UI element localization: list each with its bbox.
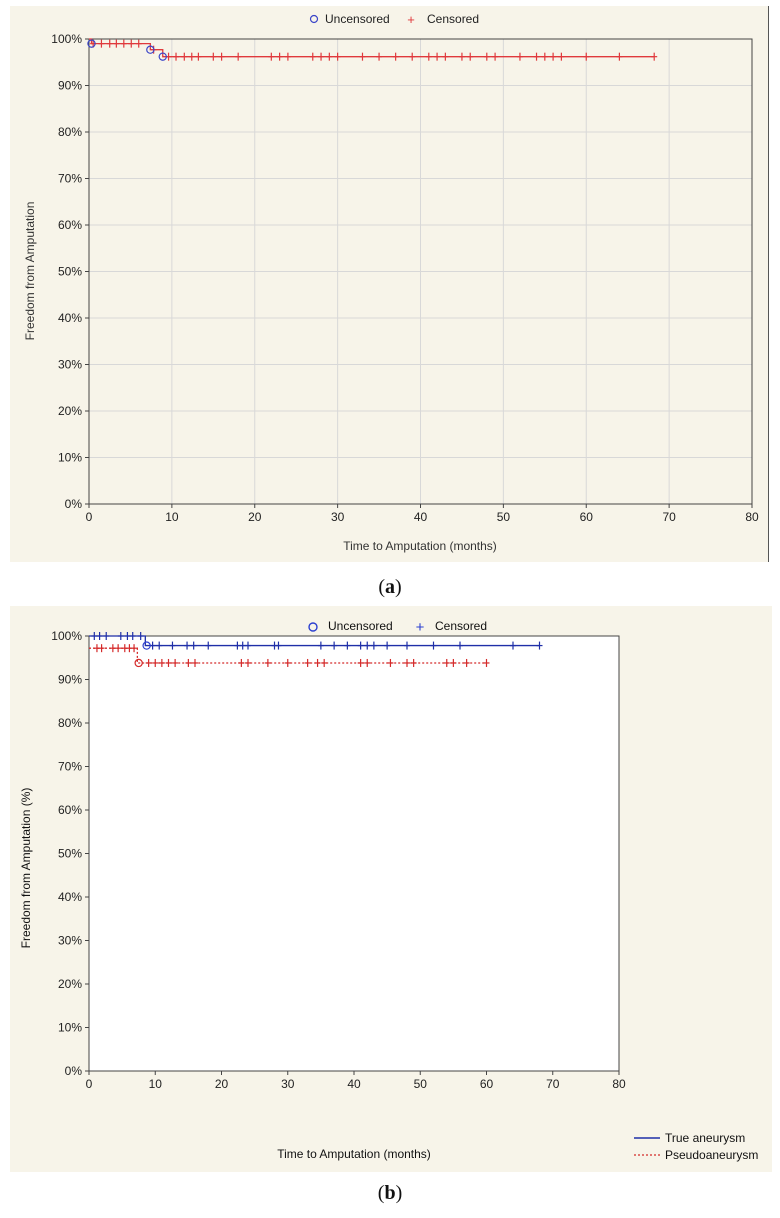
censored-marker-icon: + xyxy=(407,12,415,27)
censored-mark xyxy=(558,53,564,61)
censored-mark xyxy=(268,53,274,61)
y-tick-label: 20% xyxy=(57,977,82,991)
censored-mark xyxy=(534,53,540,61)
censored-mark xyxy=(517,53,523,61)
y-tick-label: 10% xyxy=(57,1020,82,1035)
censored-mark xyxy=(235,53,241,61)
censored-mark xyxy=(318,53,324,61)
x-tick-label: 40 xyxy=(347,1077,361,1091)
x-axis-label-a: Time to Amputation (months) xyxy=(343,539,497,553)
chart-a xyxy=(10,6,768,562)
km-curve-a xyxy=(88,39,657,61)
legend-censored-label: Censored xyxy=(427,12,480,26)
x-tick-label: 20 xyxy=(248,510,262,524)
legend-censored-label: Censored xyxy=(435,619,488,633)
censored-mark xyxy=(409,53,415,61)
y-tick-label: 40% xyxy=(57,311,82,325)
censored-marker-icon: + xyxy=(415,619,425,636)
panel-a xyxy=(10,6,768,562)
x-ticks-b xyxy=(86,1071,626,1091)
uncensored-marker-icon xyxy=(309,623,317,631)
censored-mark xyxy=(107,40,113,48)
legend-uncensored-label: Uncensored xyxy=(328,619,393,633)
y-tick-label: 80% xyxy=(57,716,82,730)
x-tick-label: 20 xyxy=(214,1077,229,1091)
censored-mark xyxy=(128,40,134,48)
y-tick-label: 90% xyxy=(57,672,82,687)
x-tick-label: 0 xyxy=(85,1077,93,1091)
censored-mark xyxy=(616,53,622,61)
censored-mark xyxy=(376,53,382,61)
censored-mark xyxy=(492,53,498,61)
y-tick-label: 90% xyxy=(57,78,82,93)
x-tick-label: 10 xyxy=(148,1077,162,1091)
censored-mark xyxy=(550,53,556,61)
y-ticks-a xyxy=(51,32,89,511)
x-tick-label: 50 xyxy=(413,1077,427,1091)
panel-b xyxy=(10,606,772,1172)
legend-uncensored-label: Uncensored xyxy=(325,12,390,26)
y-tick-label: 10% xyxy=(57,450,82,465)
x-tick-label: 40 xyxy=(413,510,428,524)
censored-mark xyxy=(651,53,657,61)
y-tick-label: 80% xyxy=(57,125,82,139)
x-tick-label: 60 xyxy=(579,510,593,524)
km-step-line-1 xyxy=(89,39,654,57)
censored-mark xyxy=(219,53,225,61)
x-tick-label: 70 xyxy=(662,510,676,524)
x-tick-label: 10 xyxy=(165,510,179,524)
y-tick-label: 30% xyxy=(57,357,82,372)
panel-a-border xyxy=(768,6,769,562)
censored-mark xyxy=(195,53,201,61)
censored-mark xyxy=(121,40,127,48)
censored-mark xyxy=(113,40,119,48)
plot-area-b xyxy=(89,636,619,1071)
chart-b xyxy=(10,606,772,1172)
x-ticks-a xyxy=(86,504,759,524)
y-tick-label: 60% xyxy=(57,218,82,232)
censored-mark xyxy=(459,53,465,61)
y-tick-label: 20% xyxy=(57,404,82,418)
censored-mark xyxy=(181,53,187,61)
censored-mark xyxy=(583,53,589,61)
y-axis-label-a: Freedom from Amputation xyxy=(23,201,37,341)
grid-a xyxy=(89,39,752,504)
y-tick-label: 50% xyxy=(57,264,82,279)
x-axis-label-b: Time to Amputation (months) xyxy=(277,1147,431,1161)
x-tick-label: 30 xyxy=(281,1077,295,1091)
x-tick-label: 30 xyxy=(330,510,345,524)
censored-mark xyxy=(310,53,316,61)
censored-mark xyxy=(277,53,283,61)
y-tick-label: 70% xyxy=(57,759,82,774)
y-tick-label: 50% xyxy=(57,846,82,861)
censored-mark xyxy=(136,40,142,48)
y-tick-label: 0% xyxy=(64,1064,82,1078)
censored-mark xyxy=(484,53,490,61)
caption-a: (a) xyxy=(378,576,402,598)
y-tick-label: 100% xyxy=(51,629,82,643)
censored-mark xyxy=(542,53,548,61)
x-tick-label: 60 xyxy=(479,1077,494,1091)
x-tick-label: 50 xyxy=(496,510,511,524)
censored-mark xyxy=(434,53,440,61)
x-tick-label: 80 xyxy=(745,510,759,524)
censored-mark xyxy=(467,53,473,61)
caption-b: (b) xyxy=(377,1182,403,1204)
x-tick-label: 70 xyxy=(546,1077,560,1091)
uncensored-marker-icon xyxy=(311,16,318,23)
censored-mark xyxy=(359,53,365,61)
y-tick-label: 100% xyxy=(51,32,82,46)
censored-mark xyxy=(393,53,399,61)
censored-mark xyxy=(326,53,332,61)
y-tick-label: 70% xyxy=(57,171,82,186)
x-tick-label: 80 xyxy=(612,1077,626,1091)
y-tick-label: 40% xyxy=(57,890,82,904)
series-legend-b xyxy=(634,1131,758,1162)
censored-mark xyxy=(98,40,104,48)
legend-true-aneurysm-label: True aneurysm xyxy=(665,1131,746,1145)
y-axis-label-b: Freedom from Amputation (%) xyxy=(19,787,33,949)
censored-mark xyxy=(335,53,341,61)
censored-mark xyxy=(442,53,448,61)
censored-mark xyxy=(426,53,432,61)
legend-a xyxy=(311,12,480,27)
censored-mark xyxy=(285,53,291,61)
y-ticks-b xyxy=(51,629,89,1078)
legend-pseudoaneurysm-label: Pseudoaneurysm xyxy=(665,1148,759,1162)
y-tick-label: 30% xyxy=(57,933,82,948)
y-tick-label: 0% xyxy=(64,497,82,511)
x-tick-label: 0 xyxy=(85,510,93,524)
y-tick-label: 60% xyxy=(57,803,82,817)
censored-mark xyxy=(173,53,179,61)
censored-mark xyxy=(189,53,195,61)
censored-mark xyxy=(210,53,216,61)
